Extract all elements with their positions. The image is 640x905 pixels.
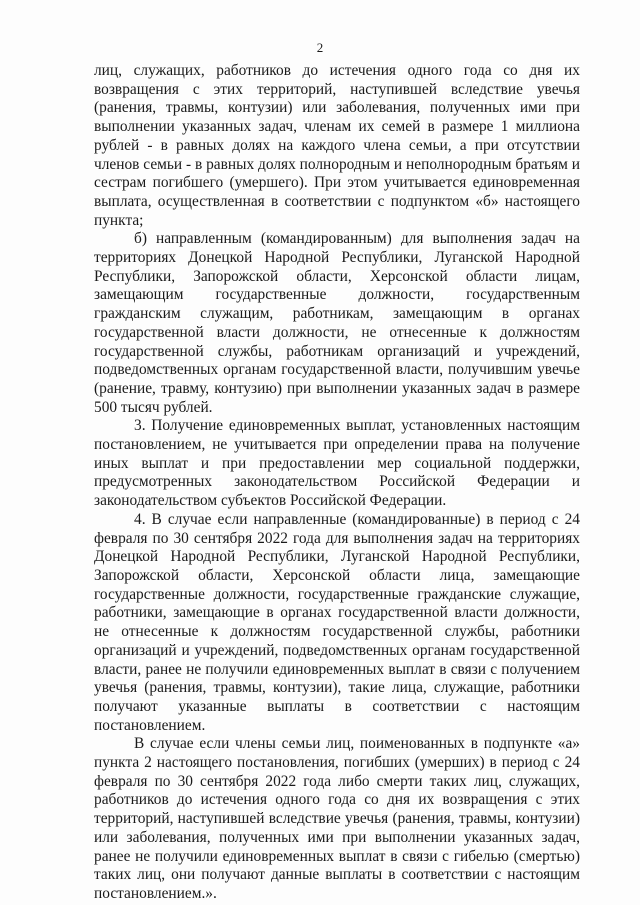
paragraph-item-3: 3. Получение единовременных выплат, установленных настоящим постановлением, не учитывается при определении права на получение иных выплат и при предоставлении мер социальной поддержки, предусмотренных законодательством Российской Федерации и законодательством субъектов Российской Федерации.: [94, 417, 580, 510]
paragraph-family-members: В случае если члены семьи лиц, поименованных в подпункте «а» пункта 2 настоящего постановления, погибших (умерших) в период с 24 февраля по 30 сентября 2022 года либо смерти таких лиц, служащих, работников до истечения одного года со дня их возвращения с этих территорий, наступившей вследствие увечья (ранения, травмы, контузии) или заболевания, полученных ими при выполнении указанных задач, ранее не получили единовременных выплат в связи с гибелью (смертью) таких лиц, они получают данные выплаты в соответствии с настоящим постановлением.».: [94, 735, 580, 902]
paragraph-subitem-b: б) направленным (командированным) для выполнения задач на территориях Донецкой Народной Республики, Луганской Народной Республики, Запорожской области, Херсонской области лицам, замещающим государственные должности, государственным гражданским служащим, работникам, замещающим в органах государственной власти должности, не отнесенные к должностям государственной службы, работникам организаций и учреждений, подведомственных органам государственной власти, получившим увечье (ранение, травму, контузию) при выполнении указанных задач в размере 500 тысяч рублей.: [94, 230, 580, 416]
body-text: [94, 62, 580, 904]
page-number: 2: [316, 40, 324, 55]
paragraph-continuation: лиц, служащих, работников до истечения одного года со дня их возвращения с этих территорий, наступившей вследствие увечья (ранения, травмы, контузии) или заболевания, полученных ими при выполнении указанных задач, членам их семей в размере 1 миллиона рублей - в равных долях на каждого члена семьи, а при отсутствии членов семьи - в равных долях полнородным и неполнородным братьям и сестрам погибшего (умершего). При этом учитывается единовременная выплата, осуществленная в соответствии с подпунктом «б» настоящего пункта;: [94, 62, 580, 229]
paragraph-item-4: 4. В случае если направленные (командированные) в период с 24 февраля по 30 сентября 2022 года для выполнения задач на территориях Донецкой Народной Республики, Луганской Народной Республики, Запорожской области, Херсонской области лица, замещающие государственные должности, государственные гражданские служащие, работники, замещающие в органах государственной власти должности, не отнесенные к должностям государственной службы, работники организаций и учреждений, подведомственных органам государственной власти, ранее не получили единовременных выплат в связи с получением увечья (ранения, травмы, контузии), такие лица, служащие, работники получают указанные выплаты в соответствии с настоящим постановлением.: [94, 510, 580, 734]
